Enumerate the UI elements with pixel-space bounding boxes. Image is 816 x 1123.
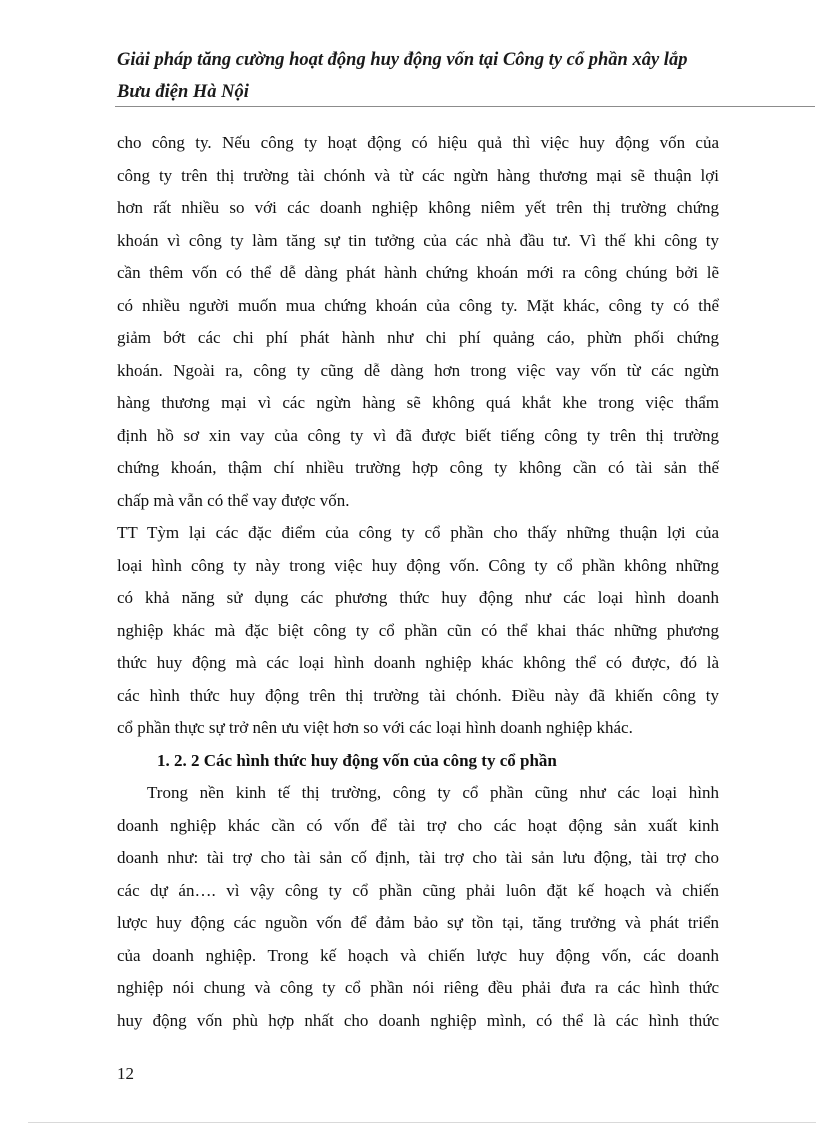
text-line: TT Tỳm lại các đặc điểm của công ty cổ phần cho thấy những thuận lợi của	[117, 523, 719, 542]
text-line: loại hình công ty này trong việc huy động vốn. Công ty cổ phần không những	[117, 555, 719, 575]
text-line: giảm bớt các chi phí phát hành như chi phí quảng cáo, phừn phối chứng	[117, 328, 719, 347]
text-line: có nhiều người muốn mua chứng khoán của công ty. Mặt khác, công ty có thể	[117, 295, 719, 315]
section-heading: 1. 2. 2 Các hình thức huy động vốn của công ty cổ phần	[157, 750, 557, 770]
header-divider	[115, 106, 815, 107]
running-header	[117, 44, 727, 108]
text-line: cổ phần thực sự trở nên ưu việt hơn so với các loại hình doanh nghiệp khác.	[117, 718, 633, 737]
text-line: thức huy động mà các loại hình doanh nghiệp khác không thể có được, đó là	[117, 653, 719, 672]
text-line: Trong nền kinh tế thị trường, công ty cổ phần cũng như các loại hình	[147, 783, 719, 802]
paragraph-1	[117, 127, 719, 517]
text-line: lược huy động các nguồn vốn để đảm bảo sự tồn tại, tăng trưởng và phát triển	[117, 913, 719, 932]
text-line: nghiệp nói chung và công ty cổ phần nói riêng đều phải đưa ra các hình thức	[117, 978, 719, 997]
text-line: doanh như: tài trợ cho tài sản cố định, tài trợ cho tài sản lưu động, tài trợ cho	[117, 848, 719, 867]
text-line: của doanh nghiệp. Trong kế hoạch và chiến lược huy động vốn, các doanh	[117, 945, 719, 965]
text-line: nghiệp khác mà đặc biệt công ty cổ phần cũn có thể khai thác những phương	[117, 620, 719, 640]
text-line: các dự án…. vì vậy công ty cổ phần cũng phải luôn đặt kế hoạch và chiến	[117, 880, 719, 900]
text-line: công ty trên thị trường tài chónh và từ các ngừn hàng thương mại sẽ thuận lợi	[117, 165, 719, 185]
header-title-line-1: Giải pháp tăng cường hoạt động huy động vốn tại Công ty cổ phần xây lắp	[117, 50, 688, 70]
text-line: chứng khoán, thậm chí nhiều trường hợp công ty không cần có tài sản thế	[117, 458, 719, 477]
text-line: khoán vì công ty làm tăng sự tin tưởng của các nhà đầu tư. Vì thế khi công ty	[117, 230, 719, 250]
text-line: cần thêm vốn có thể dễ dàng phát hành chứng khoán mới ra công chúng bởi lẽ	[117, 263, 719, 282]
paragraph-3	[117, 777, 719, 1037]
text-line: doanh nghiệp khác cần có vốn để tài trợ cho các hoạt động sản xuất kinh	[117, 815, 719, 835]
page-number: 12	[117, 1064, 134, 1083]
text-line: có khả năng sử dụng các phương thức huy động như các loại hình doanh	[117, 588, 719, 607]
text-line: định hồ sơ xin vay của công ty vì đã được biết tiếng công ty trên thị trường	[117, 425, 719, 445]
page-body	[117, 127, 719, 1037]
text-line: huy động vốn phù hợp nhất cho doanh nghiệp mình, có thể là các hình thức	[117, 1010, 719, 1030]
text-line: cho công ty. Nếu công ty hoạt động có hiệu quả thì việc huy động vốn của	[117, 133, 719, 152]
text-line: các hình thức huy động trên thị trường tài chónh. Điều này đã khiến công ty	[117, 685, 719, 705]
text-line: hơn rất nhiều so với các doanh nghiệp không niêm yết trên thị trường chứng	[117, 198, 719, 217]
text-line: khoán. Ngoài ra, công ty cũng dễ dàng hơn trong việc vay vốn từ các ngừn	[117, 360, 719, 380]
text-line: hàng thương mại vì các ngừn hàng sẽ không quá khắt khe trong việc thẩm	[117, 393, 719, 412]
header-title-line-2: Bưu điện Hà Nội	[117, 82, 249, 102]
paragraph-2	[117, 517, 719, 745]
text-line: chấp mà vẫn có thể vay được vốn.	[117, 490, 350, 510]
